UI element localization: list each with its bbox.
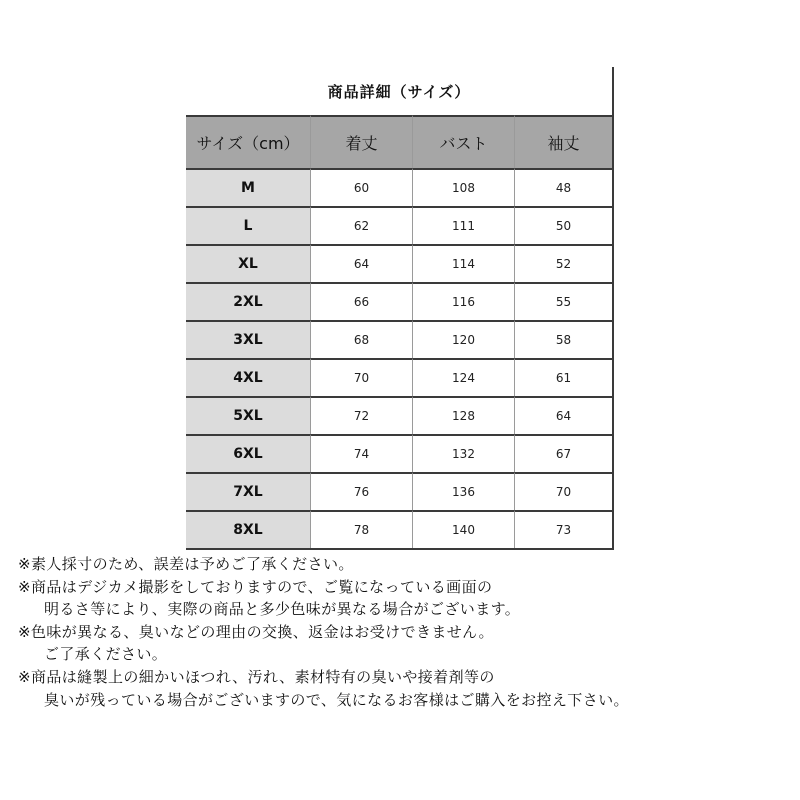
- header-bust: バスト: [412, 115, 514, 168]
- size-cell: M: [186, 168, 310, 206]
- table-row: [186, 358, 612, 396]
- table-title: 商品詳細（サイズ）: [327, 82, 471, 101]
- table-row: [186, 434, 612, 472]
- length-cell: 64: [310, 244, 412, 282]
- table-row: [186, 168, 612, 206]
- sleeve-cell: 52: [514, 244, 612, 282]
- table-row: [186, 206, 612, 244]
- bust-cell: 128: [412, 396, 514, 434]
- length-cell: 68: [310, 320, 412, 358]
- size-cell: 7XL: [186, 472, 310, 510]
- note-line: ご了承ください。: [44, 645, 168, 664]
- sleeve-cell: 48: [514, 168, 612, 206]
- notes: [18, 553, 788, 711]
- size-cell: 3XL: [186, 320, 310, 358]
- size-cell: 6XL: [186, 434, 310, 472]
- table-row: [186, 396, 612, 434]
- sleeve-cell: 70: [514, 472, 612, 510]
- header-length: 着丈: [310, 115, 412, 168]
- size-cell: 2XL: [186, 282, 310, 320]
- table-row: [186, 320, 612, 358]
- bust-cell: 108: [412, 168, 514, 206]
- sleeve-cell: 67: [514, 434, 612, 472]
- length-cell: 60: [310, 168, 412, 206]
- size-cell: XL: [186, 244, 310, 282]
- length-cell: 70: [310, 358, 412, 396]
- bust-cell: 116: [412, 282, 514, 320]
- length-cell: 76: [310, 472, 412, 510]
- header-sleeve: 袖丈: [514, 115, 612, 168]
- sleeve-cell: 61: [514, 358, 612, 396]
- sleeve-cell: 64: [514, 396, 612, 434]
- length-cell: 78: [310, 510, 412, 548]
- length-cell: 74: [310, 434, 412, 472]
- size-cell: L: [186, 206, 310, 244]
- bust-cell: 132: [412, 434, 514, 472]
- size-cell: 8XL: [186, 510, 310, 548]
- length-cell: 72: [310, 396, 412, 434]
- length-cell: 66: [310, 282, 412, 320]
- table-row: [186, 472, 612, 510]
- bust-cell: 120: [412, 320, 514, 358]
- sleeve-cell: 50: [514, 206, 612, 244]
- sleeve-cell: 55: [514, 282, 612, 320]
- note-line: ※素人採寸のため、誤差は予めご了承ください。: [18, 555, 354, 573]
- length-cell: 62: [310, 206, 412, 244]
- sleeve-cell: 73: [514, 510, 612, 548]
- size-cell: 5XL: [186, 396, 310, 434]
- note-line: ※商品は縫製上の細かいほつれ、汚れ、素材特有の臭いや接着剤等の: [18, 667, 495, 686]
- size-table: [186, 67, 614, 550]
- table-row: [186, 282, 612, 320]
- bust-cell: 124: [412, 358, 514, 396]
- size-cell: 4XL: [186, 358, 310, 396]
- note-line: 明るさ等により、実際の商品と多少色味が異なる場合がございます。: [44, 600, 521, 619]
- table-header-row: [186, 115, 612, 168]
- sleeve-cell: 58: [514, 320, 612, 358]
- table-row: [186, 510, 612, 548]
- note-line: 臭いが残っている場合がございますので、気になるお客様はご購入をお控え下さい。: [44, 690, 629, 709]
- table-row: [186, 244, 612, 282]
- note-line: ※色味が異なる、臭いなどの理由の交換、返金はお受けできません。: [18, 622, 494, 641]
- bust-cell: 114: [412, 244, 514, 282]
- note-line: ※商品はデジカメ撮影をしておりますので、ご覧になっている画面の: [18, 577, 493, 596]
- bust-cell: 111: [412, 206, 514, 244]
- bust-cell: 140: [412, 510, 514, 548]
- bust-cell: 136: [412, 472, 514, 510]
- header-size: サイズ（cm）: [186, 115, 310, 168]
